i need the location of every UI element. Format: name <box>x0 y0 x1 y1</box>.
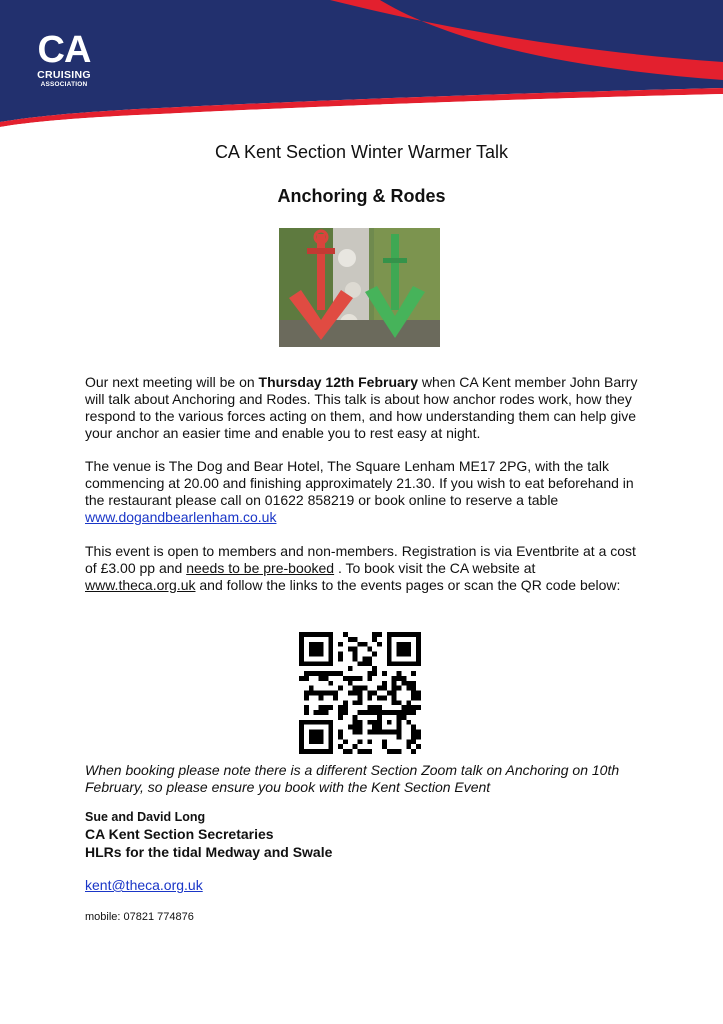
meeting-date: Thursday 12th February <box>258 374 419 390</box>
mobile-number: mobile: 07821 774876 <box>85 911 194 923</box>
venue-text: The venue is The Dog and Bear Hotel, The Square Lenham ME17 2PG, with the talk commencing at 20.00 and finishing approximately 21.30. If you wish to eat beforehand in the restaurant please call on 01622 858219 or book online to reserve a table <box>85 458 634 508</box>
ca-logo <box>26 30 102 89</box>
registration-text-3: and follow the links to the events pages or scan the QR code below: <box>195 577 621 593</box>
signature-role: CA Kent Section Secretaries <box>85 826 274 842</box>
logo-association: ASSOCIATION <box>40 81 88 88</box>
paragraph-venue <box>85 458 645 526</box>
page-title: CA Kent Section Winter Warmer Talk <box>214 142 509 162</box>
intro-rest: when CA Kent member John Barry will talk about Anchoring and Rodes. This talk is about how anchor rodes work, how they respond to the various forces acting on them, and how understanding them can help give your anchor an easier time and enable you to rest easy at night. <box>85 374 638 441</box>
header-banner <box>0 0 723 130</box>
anchors-photo-icon <box>279 228 440 347</box>
paragraph-registration <box>85 543 645 594</box>
ca-website-link[interactable]: www.theca.org.uk <box>85 577 196 593</box>
logo-cruising: CRUISING <box>37 69 91 81</box>
intro-text: Our next meeting will be on <box>85 374 259 390</box>
email-link[interactable]: kent@theca.org.uk <box>85 877 203 893</box>
registration-text-1: This event is open to members and non-members. Registration is via Eventbrite at a cost of £3.00 pp and <box>85 543 636 576</box>
anchors-photo <box>279 228 440 347</box>
booking-note: When booking please note there is a different Section Zoom talk on Anchoring on 10th February, so please ensure you book with the Kent Section Event <box>85 762 620 795</box>
qr-code-icon <box>299 632 421 754</box>
signature-names: Sue and David Long <box>85 810 206 824</box>
restaurant-link[interactable]: www.dogandbearlenham.co.uk <box>85 509 277 525</box>
qr-code[interactable] <box>299 632 421 754</box>
paragraph-intro <box>85 374 645 442</box>
signature-role-2: HLRs for the tidal Medway and Swale <box>85 844 333 860</box>
prebook-text: needs to be pre-booked <box>186 560 335 576</box>
logo-ca: CA <box>37 29 91 71</box>
header-wave-graphic <box>0 0 723 130</box>
page-subtitle: Anchoring & Rodes <box>277 186 446 206</box>
registration-text-2: . To book visit the CA website at <box>334 560 536 576</box>
